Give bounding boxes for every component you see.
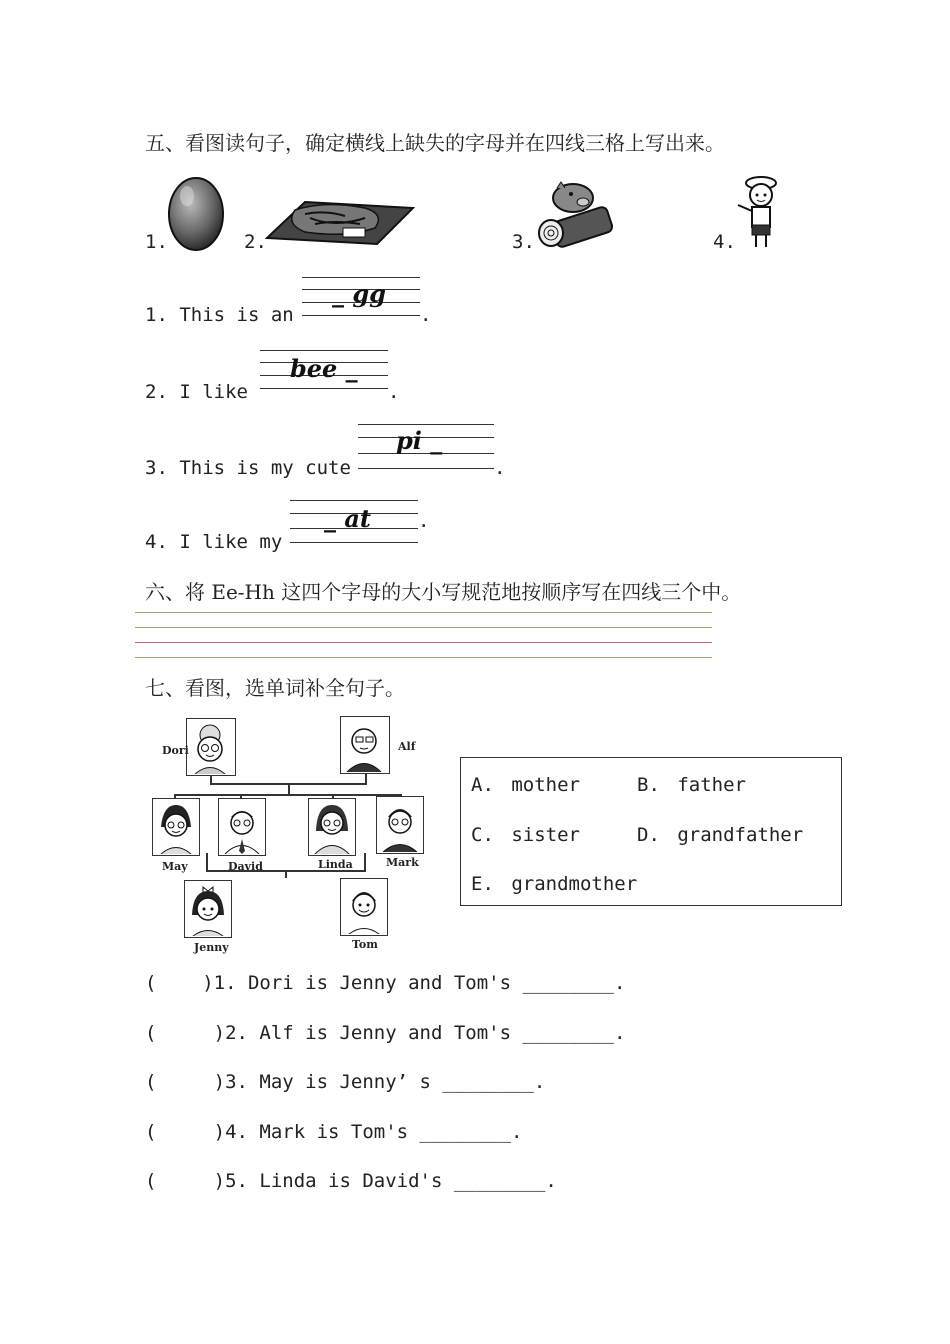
option-a <box>471 774 580 796</box>
member-name-linda: Linda <box>318 858 353 871</box>
family-card-mark <box>376 796 424 854</box>
word-options-box <box>460 757 842 906</box>
four-line-grid-3[interactable] <box>358 424 494 470</box>
question-5 <box>145 1170 557 1192</box>
option-b-letter: B. <box>637 774 660 796</box>
question-1-text: 1. Dori is Jenny and Tom's ________. <box>213 972 626 994</box>
family-card-linda <box>308 798 356 856</box>
family-card-dori <box>186 718 236 776</box>
question-3-text: 3. May is Jenny’ s ________. <box>225 1071 546 1093</box>
question-4 <box>145 1121 523 1143</box>
egg-icon <box>165 172 227 252</box>
member-name-alf: Alf <box>398 740 416 753</box>
question-3 <box>145 1071 545 1093</box>
writing-line-2 <box>135 627 712 628</box>
family-card-david <box>218 798 266 856</box>
option-b <box>637 774 746 796</box>
picture-number-4: 4. <box>713 231 736 253</box>
member-name-mark: Mark <box>386 856 419 869</box>
member-name-jenny: Jenny <box>194 941 229 954</box>
four-line-grid-4[interactable] <box>290 500 418 544</box>
writing-line-1 <box>135 612 712 613</box>
family-card-alf <box>340 716 390 774</box>
option-e-letter: E. <box>471 873 494 895</box>
grandmother-face-icon <box>187 719 234 774</box>
writing-line-3 <box>135 642 712 643</box>
question-2-text: 2. Alf is Jenny and Tom's ________. <box>225 1022 626 1044</box>
member-name-may: May <box>162 860 188 873</box>
answer-paren-1[interactable]: ( ) <box>145 972 214 994</box>
option-d-letter: D. <box>637 824 660 846</box>
sentence-2-end: . <box>388 381 400 403</box>
girl-icon <box>735 173 785 251</box>
sentence-4-end: . <box>418 510 430 532</box>
handwriting-1: _ gg <box>332 279 386 308</box>
handwriting-2: bee _ <box>290 354 358 383</box>
answer-paren-2[interactable]: ( ) <box>145 1022 226 1044</box>
option-c-word: sister <box>511 824 580 846</box>
section6-heading: 六、将 Ee-Hh 这四个字母的大小写规范地按顺序写在四线三个中。 <box>145 580 742 604</box>
may-face-icon <box>153 799 198 854</box>
question-1 <box>145 972 625 994</box>
pig-on-log-icon <box>535 180 615 248</box>
jenny-face-icon <box>185 881 230 936</box>
four-line-grid-1[interactable] <box>302 277 420 319</box>
option-e <box>471 873 637 895</box>
question-5-text: 5. Linda is David's ________. <box>225 1170 557 1192</box>
sentence-3-end: . <box>494 457 506 479</box>
picture-number-1: 1. <box>145 231 168 253</box>
member-name-tom: Tom <box>352 938 378 951</box>
meat-icon <box>265 198 415 248</box>
answer-paren-4[interactable]: ( ) <box>145 1121 226 1143</box>
writing-line-4 <box>135 657 712 658</box>
family-card-jenny <box>184 880 232 938</box>
handwriting-4: _ at <box>324 504 371 533</box>
option-e-word: grandmother <box>511 873 638 895</box>
section5-heading: 五、看图读句子，确定横线上缺失的字母并在四线三格上写出来。 <box>145 131 725 155</box>
option-d <box>637 824 803 846</box>
option-c <box>471 824 580 846</box>
sentence-3-prefix: 3. This is my cute <box>145 457 351 479</box>
sentence-1-prefix: 1. This is an <box>145 304 294 326</box>
sentence-2-prefix: 2. I like <box>145 381 248 403</box>
four-line-writing-area[interactable] <box>135 612 712 662</box>
family-tree <box>140 708 440 958</box>
section7-heading: 七、看图，选单词补全句子。 <box>145 676 405 700</box>
family-card-tom <box>340 878 388 936</box>
grandfather-face-icon <box>341 717 388 772</box>
member-name-dori: Dori <box>162 744 189 757</box>
family-card-may <box>152 798 200 856</box>
option-a-letter: A. <box>471 774 494 796</box>
picture-number-3: 3. <box>512 231 535 253</box>
tom-face-icon <box>341 879 386 934</box>
father-face-icon <box>219 799 264 854</box>
mother-face-icon <box>309 799 354 854</box>
question-4-text: 4. Mark is Tom's ________. <box>225 1121 523 1143</box>
answer-paren-5[interactable]: ( ) <box>145 1170 226 1192</box>
mark-face-icon <box>377 797 422 852</box>
sentence-1-end: . <box>420 304 432 326</box>
four-line-grid-2[interactable] <box>260 350 388 392</box>
option-a-word: mother <box>511 774 580 796</box>
sentence-4-prefix: 4. I like my <box>145 531 283 553</box>
option-b-word: father <box>677 774 746 796</box>
option-c-letter: C. <box>471 824 494 846</box>
handwriting-3: pi _ <box>396 426 443 455</box>
answer-paren-3[interactable]: ( ) <box>145 1071 226 1093</box>
member-name-david: David <box>228 860 263 873</box>
question-2 <box>145 1022 625 1044</box>
option-d-word: grandfather <box>677 824 804 846</box>
picture-number-2: 2. <box>244 231 267 253</box>
